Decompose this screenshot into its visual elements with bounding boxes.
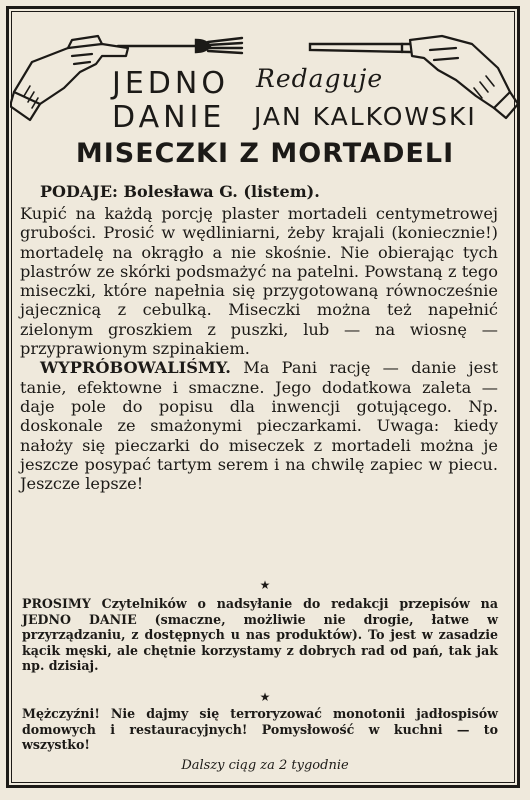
closing-appeal: Mężczyźni! Nie dajmy się terroryzować monotonii jadłospisów domowych i restauracyjnych! Pomysłowość w kuchni — to wszystko!	[22, 706, 498, 753]
request-lead: PROSIMY	[22, 596, 91, 611]
separator-star-2: ★	[259, 690, 271, 704]
recipe-byline: PODAJE: Bolesława G. (listem).	[40, 182, 320, 201]
column-name-line1: JEDNO	[112, 66, 229, 101]
knife-icon	[310, 44, 422, 52]
request-text: Czytelników o nadsyłanie do redakcji przepisów na JEDNO DANIE (smaczne, możliwie nie drogie, łatwe w przyrządzaniu, z dostępnych u nas produktów). To jest w zasadzie kącik męski, ale chętnie korzystamy z dobrych rad od pań, tak jak np. dzisiaj.	[22, 596, 498, 674]
fork-icon	[118, 38, 242, 53]
article-body	[20, 204, 498, 493]
recipe-paragraph: Kupić na każdą porcję plaster mortadeli centymetrowej grubości. Prosić w wędliniarni, żeby krajali (koniecznie!) mortadelę na okrągło a nie skośnie. Nie obierając tych plastrów ze skórki podsmażyć na patelni. Powstaną z tego miseczki, które napełnia się przygotowaną równocześnie jajecznicą z cebulką. Miseczki można też napełnić zielonym groszkiem z puszki, lub — na wiosnę — przyprawionym szpinakiem.	[20, 204, 498, 359]
reader-request	[22, 596, 498, 674]
tested-text: Ma Pani rację — danie jest tanie, efektowne i smaczne. Jego dodatkowa zaleta — daje pole do popisu dla inwencji gotującego. Np. doskonale ze smażonymi pieczarkami. Uwaga: kiedy nałoży się pieczarki do miseczek z mortadeli można je jeszcze posypać tartym serem i na chwilę zapiec w piecu. Jeszcze lepsze!	[20, 358, 498, 494]
recipe-title: MISECZKI Z MORTADELI	[75, 138, 455, 169]
column-name-line2: DANIE	[112, 100, 226, 135]
tested-paragraph	[20, 358, 498, 493]
tested-lead: WYPRÓBOWALIŚMY.	[40, 358, 231, 378]
separator-star-1: ★	[259, 578, 271, 592]
editor-name: JAN KALKOWSKI	[254, 102, 477, 131]
edited-by-label: Redaguje	[256, 64, 384, 93]
left-hand-icon	[10, 36, 128, 120]
continued-note: Dalszy ciąg za 2 tygodnie	[181, 758, 349, 773]
